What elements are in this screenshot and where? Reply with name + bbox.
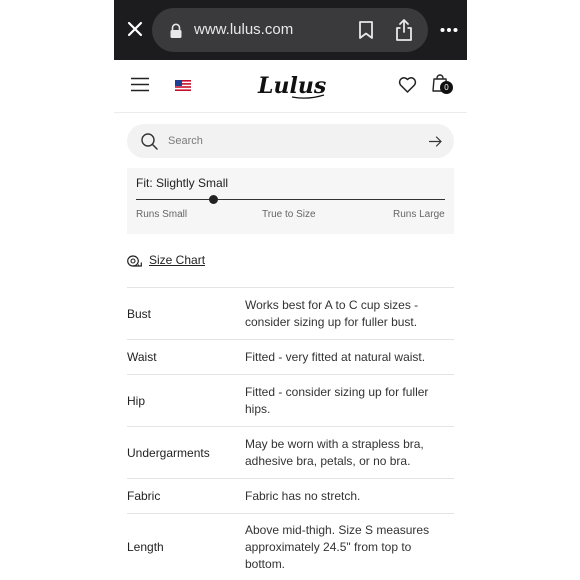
row-label: Bust [127,306,152,321]
more-icon[interactable] [440,26,458,34]
table-row [127,479,454,514]
svg-text:Lulus: Lulus [258,73,326,99]
bookmark-icon[interactable] [357,20,375,40]
fit-indicator [127,168,454,234]
share-icon[interactable] [394,18,414,42]
row-value: Above mid-thigh. Size S measures approximately 24.5" from top to bottom. [245,522,430,571]
row-label: Waist [127,350,157,364]
row-value: Fitted - very fitted at natural waist. [245,349,426,364]
fit-label-runs-large: Runs Large [393,209,445,220]
table-row [127,340,454,375]
row-label: Fabric [127,489,161,503]
fit-label-true-to-size: True to Size [262,209,316,220]
lock-icon [169,23,183,39]
close-icon[interactable] [124,18,146,40]
address-bar[interactable] [152,8,428,52]
us-flag-icon[interactable] [175,80,191,91]
size-chart-label[interactable]: Size Chart [149,253,206,267]
row-value: Works best for A to C cup sizes - consider sizing up for fuller bust. [245,297,419,329]
row-value: May be worn with a strapless bra, adhesive bra, petals, or no bra. [245,436,424,468]
row-label: Hip [127,393,146,408]
fit-scale-track [136,199,445,200]
fit-details-table [127,287,454,580]
site-header [114,60,467,113]
cart-count-badge: 0 [440,81,453,94]
table-row [127,514,454,580]
search-bar [127,124,454,158]
fit-scale-marker [209,195,218,204]
row-label: Length [127,540,164,554]
browser-toolbar [114,0,467,60]
measuring-tape-icon [127,255,142,267]
row-value: Fitted - consider sizing up for fuller hips. [245,384,429,416]
table-row [127,375,454,427]
url-text: www.lulus.com [194,21,294,38]
fit-label-runs-small: Runs Small [136,209,188,220]
search-input[interactable] [168,124,418,158]
table-row [127,288,454,340]
menu-icon[interactable] [131,77,149,92]
row-value: Fabric has no stretch. [245,488,361,503]
lulus-logo[interactable] [256,70,326,102]
arrow-right-icon[interactable] [429,136,442,147]
row-label: Undergarments [127,445,210,460]
search-icon [141,133,158,150]
mobile-screen [114,0,467,580]
table-row [127,427,454,479]
heart-icon[interactable] [398,76,417,94]
fit-title: Fit: Slightly Small [136,176,229,190]
